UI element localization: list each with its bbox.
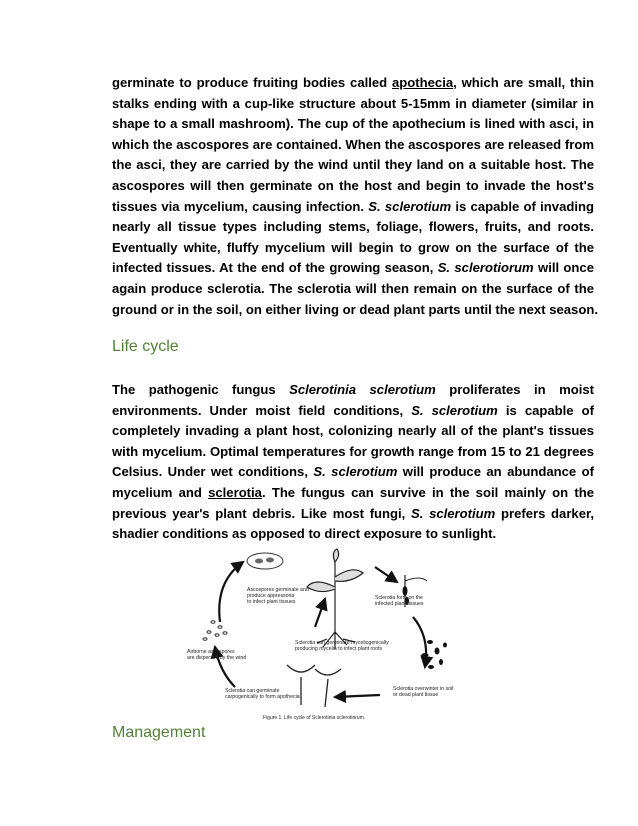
text-line: shape to a small mashroom). The cup of the apothecium is lined with asci, in [112,116,594,132]
text-line: nearly all tissue types including stems, foliage, flowers, fruits, and roots. [112,219,594,235]
life-cycle-figure [175,547,470,722]
label-airborne-ascospores: Airborne ascospores are dispersed by the wind [187,649,247,661]
figure-caption: Figure 1. Life cycle of Sclerotinia sclerotiorum. [263,715,366,721]
text-line: infected tissues. At the end of the growing season, S. sclerotiorum will once [112,260,594,276]
species-name: S. sclerotium [313,464,398,480]
airborne-spores-drawing [203,621,227,641]
text-line: environments. Under moist field conditions, S. sclerotium is capable of [112,402,594,418]
heading-management: Management [112,724,206,741]
apothecia-drawing [287,665,341,707]
ascospore-germination-drawing [247,553,283,569]
text-line: with mycelium. Optimal temperatures for growth range from 15 to 21 degrees [112,443,594,459]
label-carpogenic: Sclerotia can germinate carpogenically to form apothecia [225,688,300,700]
label-sclerotia-form: Sclerotia form on the infected plant tissues [375,595,424,607]
heading-life-cycle: Life cycle [112,338,179,355]
text-line: previous year's plant debris. Like most fungi, S. sclerotium prefers darker, [112,505,595,521]
figure-labels [187,587,453,700]
underlined-term: sclerotia [208,484,262,500]
text-line: Eventually white, fluffy mycelium will begin to grow on the surface of the [112,239,594,255]
label-ascospores-germinate: Ascospores germinate and produce appressoria to infect plant tissues [247,587,309,605]
text-line: germinate to produce fruiting bodies called apothecia, which are small, thin [112,75,594,90]
species-name: S. sclerotium [368,198,452,214]
underlined-term: apothecia [392,75,454,90]
species-name: S. sclerotium [411,402,498,418]
text-line: again produce sclerotia. The sclerotia will then remain on the surface of the [112,280,594,296]
text-line: which the ascospores are contained. When the ascospores are released from [112,136,594,152]
text-line: completely invading a plant host, colonizing nearly all of the plant's tissues [112,423,594,439]
paragraph-disease-cycle [112,73,598,320]
text-line: stalks ending with a cup-like structure about 5-15mm in diameter (similar in [112,95,594,111]
label-myceliogenic: Sclerotia can germinate myceliogenically producing mycelia to infect plant roots [295,640,389,652]
text-line: shadier conditions as opposed to direct exposure to sunlight. [112,526,497,542]
species-name: S. sclerotiorum [437,260,534,276]
text-line: ascospores will then germinate on the host and begin to invade the host's [112,177,594,193]
text-line: mycelium and sclerotia. The fungus can survive in the soil mainly on the [112,484,594,500]
label-overwinter: Sclerotia overwinter in soil or dead plant tissue [393,686,454,698]
plant-drawing [307,549,363,649]
paragraph-life-cycle [112,380,594,545]
species-name: Sclerotinia sclerotium [289,382,436,397]
text-line: The pathogenic fungus Sclerotinia sclerotium proliferates in moist [112,382,594,397]
text-line: Celsius. Under wet conditions, S. sclerotium will produce an abundance of [112,464,594,480]
species-name: S. sclerotium [411,505,496,521]
text-line: tissues via mycelium, causing infection. S. sclerotium is capable of invading [112,198,594,214]
text-line: the asci, they are carried by the wind until they land on a suitable host. The [112,157,594,173]
text-line: ground or in the soil, on either living or dead plant parts until the next season. [112,301,598,317]
